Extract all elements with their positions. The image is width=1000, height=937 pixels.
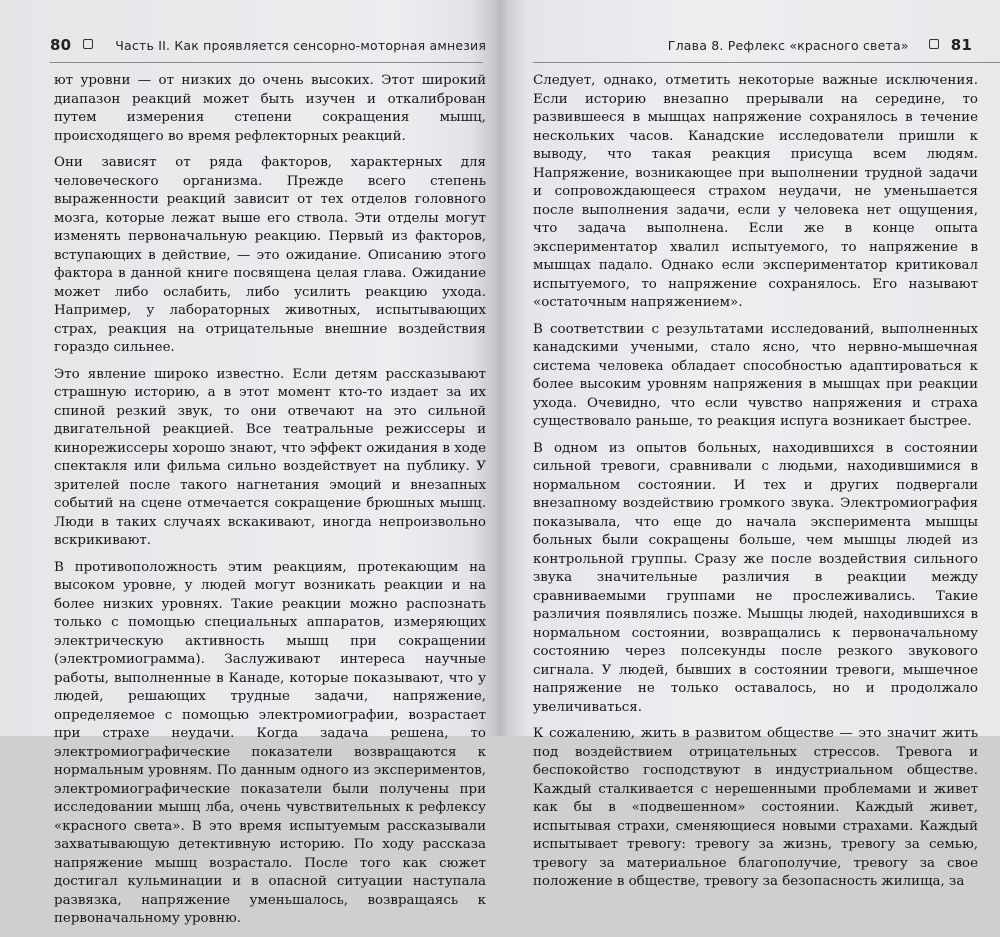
left-running-head-title: Часть II. Как проявляется сенсорно-моторная амнезия xyxy=(115,38,487,53)
paragraph: Они зависят от ряда факторов, характерных для человеческого организма. Прежде всего степень выраженности реакций зависит от тех отделов головного мозга, которые лежат выше его ствола. Эти отделы могут изменять первоначальную реакцию. Первый из факторов, вступающих в действие, — это ожидание. Описанию этого фактора в данной книге посвящена целая глава. Ожидание может либо ослабить, либо усилить реакцию ухода. Например, у лабораторных животных, испытывающих страх, реакция на отрицательные внешние воздействия гораздо сильнее. xyxy=(54,155,486,355)
paragraph: ют уровни — от низких до очень высоких. Этот широкий диапазон реакций может быть изучен и откалиброван путем измерения степени сокращения мышц, происходящего во время рефлекторных реакций. xyxy=(54,73,486,144)
left-running-header xyxy=(50,36,487,63)
paragraph: Это явление широко известно. Если детям рассказывают страшную историю, а в этот момент кто-то издает за их спиной резкий звук, то они отвечают на это сильной двигательной реакцией. Все театральные режиссеры и кинорежиссеры хорошо знают, что эффект ожидания в ходе спектакля или фильма сильно воздействует на публику. У зрителей после такого нагнетания эмоций и внезапных событий на сцене отмечается сокращение брюшных мышц. Люди в таких случаях вскакивают, иногда непроизвольно вскрикивают. xyxy=(54,366,486,548)
left-page xyxy=(0,0,497,926)
right-running-head-title: Глава 8. Рефлекс «красного света» xyxy=(667,38,909,53)
right-running-header xyxy=(533,36,1000,63)
paragraph: В противоположность этим реакциям, протекающим на высоком уровне, у людей могут возникать реакции и на более низких уровнях. Такие реакции можно распознать только с помощью специальных аппаратов, измеряющих электрическую активность мышц при сокращении (электромиограмма). Заслуживают интереса научные работы, выполненные в Канаде, которые показывают, что у людей, решающих трудные задачи, напряжение, определяемое с помощью электромиографии, возрастает при страхе неудачи. Когда задача решена, то электромиографические показатели возвращаются к нормальным уровням. По данным одного из экспериментов, электромиографические показатели были получены при исследовании мышц лба, очень чувствительных к рефлексу «красного света». В это время испытуемым рассказывали захватывающую детективную историю. По ходу рассказа напряжение мышц возрастало. После того как сюжет достигал кульминации и в опасной ситуации наступала развязка, напряжение уменьшалось, возвращаясь к первоначальному уровню. xyxy=(54,559,486,926)
left-page-body xyxy=(54,72,486,937)
square-bullet-icon xyxy=(929,39,939,49)
right-page-number: 81 xyxy=(950,36,972,54)
right-page xyxy=(503,0,1000,889)
paragraph: В соответствии с результатами исследований, выполненных канадскими учеными, стало ясно, что нервно-мышечная система человека обладает способностью адаптироваться к более высоким уровням напряжения в мышцах при реакции ухода. Очевидно, что если чувство напряжения и страха существовало раньше, то реакция испуга возникает быстрее. xyxy=(533,321,978,429)
left-page-number: 80 xyxy=(50,36,72,54)
right-page-body xyxy=(533,72,978,900)
paragraph: Следует, однако, отметить некоторые важные исключения. Если историю внезапно прерывали на середине, то развившееся в мышцах напряжение сохранялось в течение нескольких часов. Канадские исследователи пришли к выводу, что такая реакция присуща всем людям. Напряжение, возникающее при выполнении трудной задачи и сопровождающееся страхом неудачи, не уменьшается после выполнения задачи, если у человека нет ощущения, что задача выполнена. Если же в конце опыта экспериментатор хвалил испытуемого, то напряжение в мышцах падало. Однако если экспериментатор критиковал испытуемого, то напряжение сохранялось. Его называют «остаточным напряжением». xyxy=(533,73,978,310)
paragraph: В одном из опытов больных, находившихся в состоянии сильной тревоги, сравнивали с людьми, находившимися в нормальном состоянии. И тех и других подвергали внезапному воздействию громкого звука. Электромиография показывала, что еще до начала эксперимента мышцы больных были сокращены больше, чем мышцы людей из контрольной группы. Сразу же после воздействия сильного звука значительные различия в реакции между сравниваемыми группами не прослеживались. Такие различия появлялись позже. Мышцы людей, находившихся в нормальном состоянии, возвращались к первоначальному состоянию через полсекунды после резкого звукового сигнала. У людей, бывших в состоянии тревоги, мышечное напряжение не только оставалось, но и продолжало увеличиваться. xyxy=(533,440,978,715)
square-bullet-icon xyxy=(83,39,93,49)
paragraph: К сожалению, жить в развитом обществе — это значит жить под воздействием отрицательных стрессов. Тревога и беспокойство господствуют в индустриальном обществе. Каждый сталкивается с нерешенными проблемами и живет как бы в «подвешенном» состоянии. Каждый живет, испытывая страхи, сменяющиеся новыми страхами. Каждый испытывает тревогу: тревогу за жизнь, тревогу за семью, тревогу за материальное благополучие, тревогу за свое положение в обществе, тревогу за безопасность жилища, за xyxy=(533,726,978,889)
